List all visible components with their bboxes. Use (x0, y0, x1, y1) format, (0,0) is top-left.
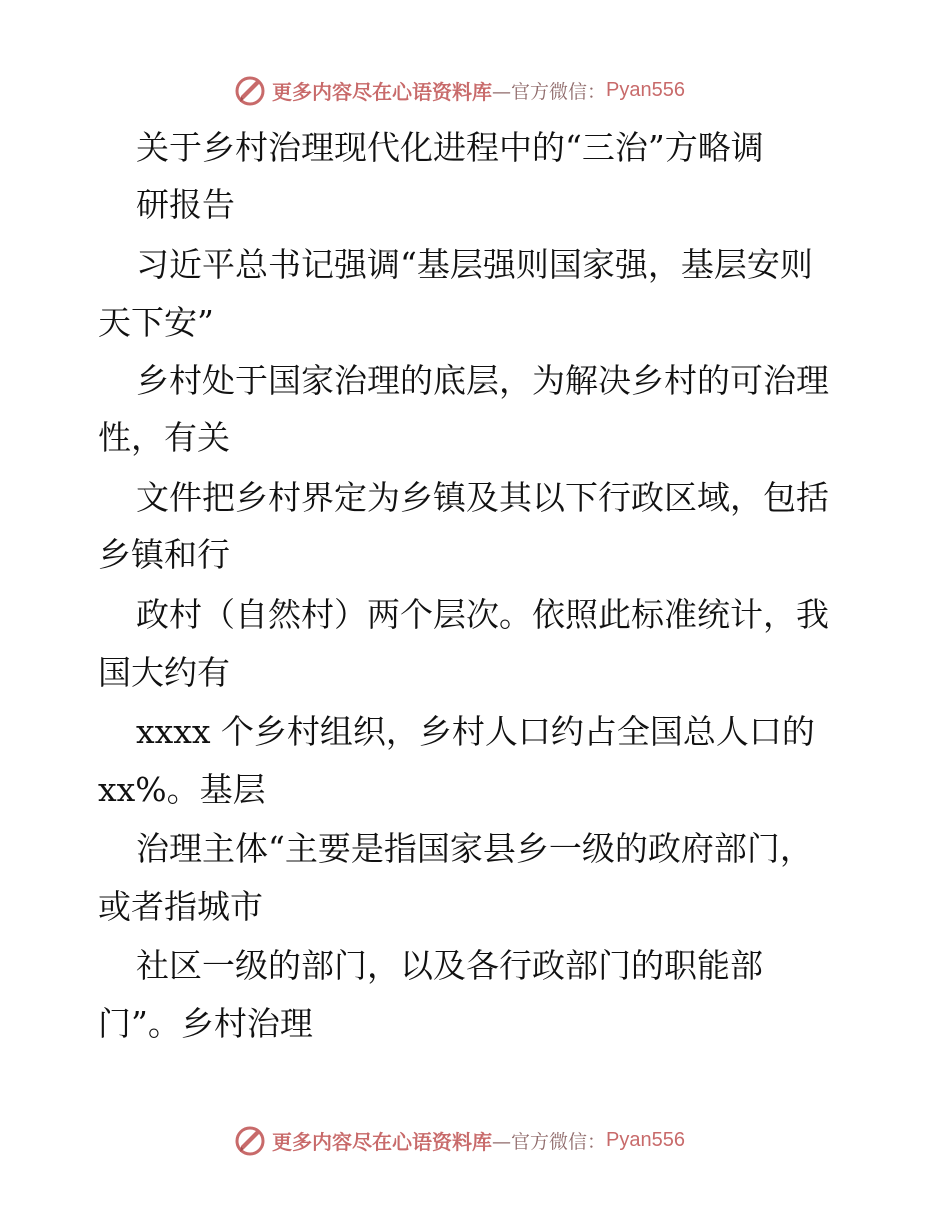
text-line: 社区一级的部门，以及各行政部门的职能部 (136, 946, 763, 985)
text-line: xxxx 个乡村组织，乡村人口约占全国总人口的 (136, 712, 815, 751)
footer-watermark (232, 1120, 712, 1160)
brush-logo-icon (232, 72, 268, 108)
watermark-rest-text: —官方微信： (492, 1130, 607, 1153)
text-line: 乡村处于国家治理的底层，为解决乡村的可治理 (136, 361, 829, 400)
watermark-rest-text: —官方微信： (492, 80, 607, 103)
title-line-2: 研报告 (136, 185, 235, 224)
watermark-main-text: 更多内容尽在心语资料库 (272, 1129, 492, 1154)
watermark-id-text: Pyan556 (606, 78, 685, 101)
title-line-1: 关于乡村治理现代化进程中的“三治”方略调 (136, 128, 764, 167)
text-line: 门”。乡村治理 (98, 1004, 313, 1043)
text-line: 政村（自然村）两个层次。依照此标准统计，我 (136, 595, 829, 634)
watermark-id-text: Pyan556 (606, 1128, 685, 1151)
text-line: 国大约有 (98, 653, 230, 692)
text-line: 性，有关 (98, 418, 230, 457)
text-line: 习近平总书记强调“基层强则国家强，基层安则 (136, 245, 813, 284)
brush-logo-icon (232, 1122, 268, 1158)
text-line: 文件把乡村界定为乡镇及其以下行政区域，包括 (136, 478, 829, 517)
text-line: 乡镇和行 (98, 535, 230, 574)
text-line: 治理主体“主要是指国家县乡一级的政府部门， (136, 829, 813, 868)
text-line: xx%。基层 (98, 770, 266, 809)
header-watermark (232, 70, 712, 110)
text-line: 或者指城市 (98, 887, 263, 926)
text-line: 天下安” (98, 303, 214, 342)
watermark-main-text: 更多内容尽在心语资料库 (272, 79, 492, 104)
